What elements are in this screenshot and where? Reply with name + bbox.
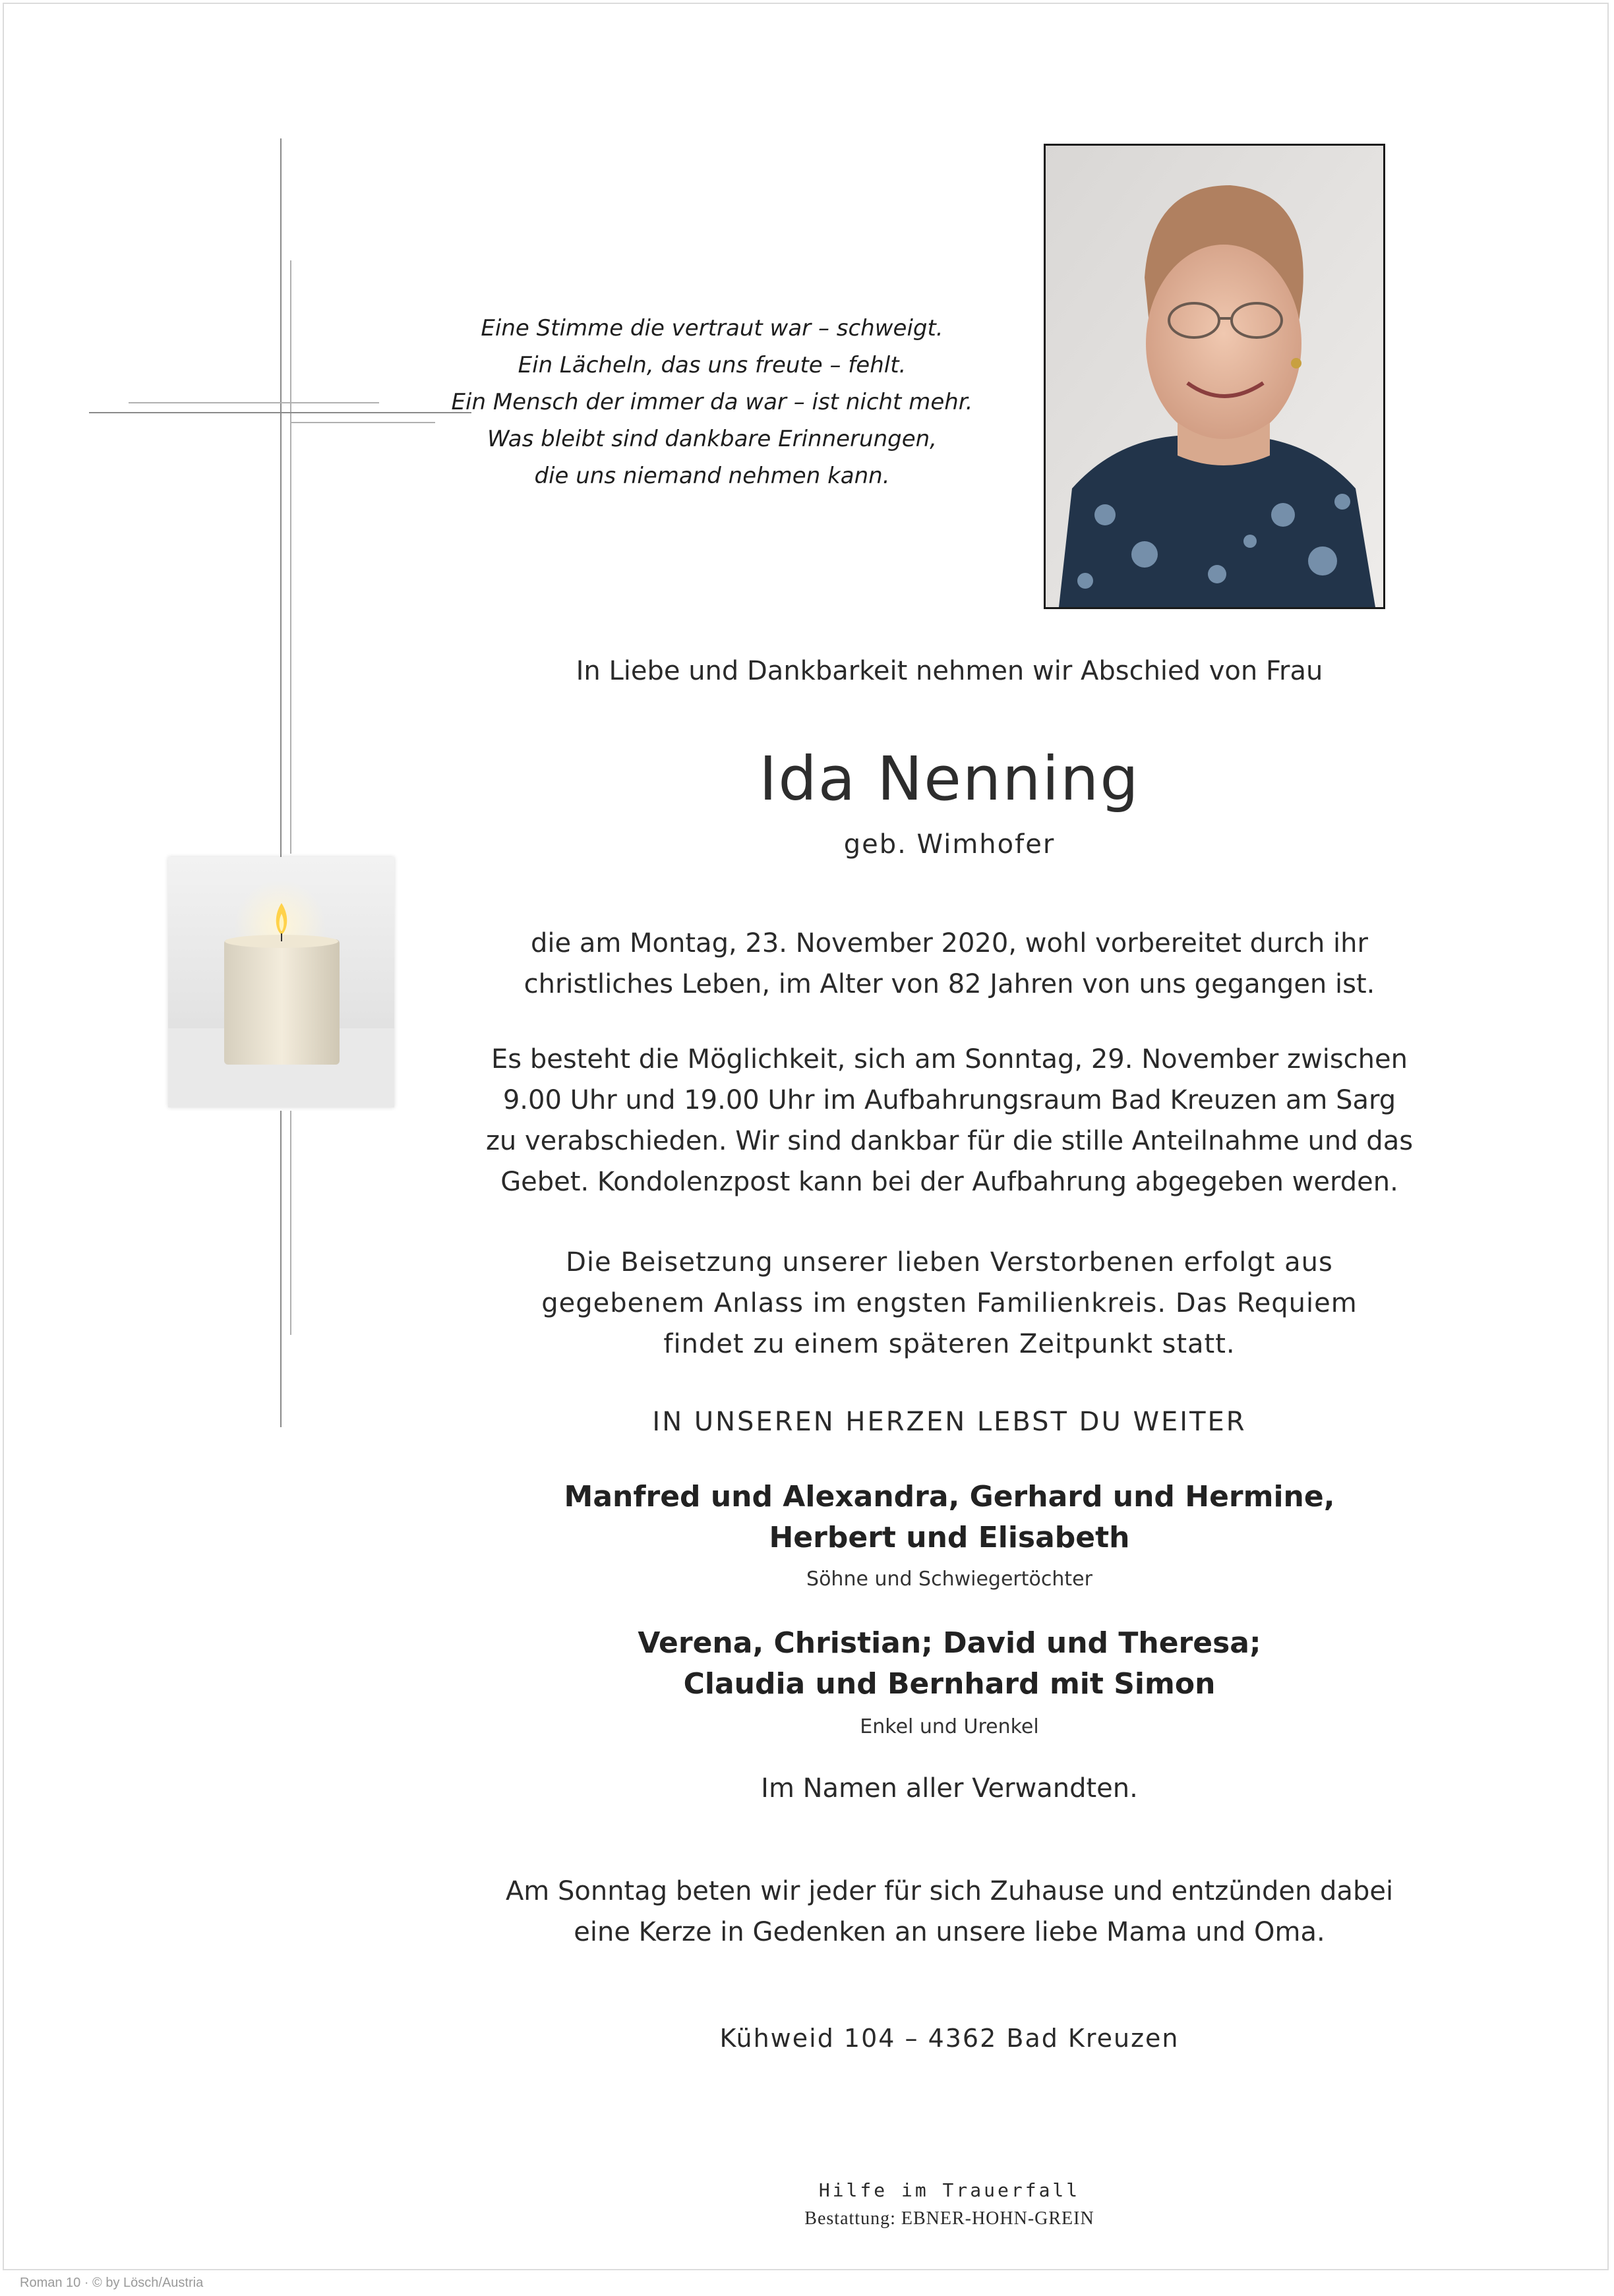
cross-vertical-line-lower	[280, 1111, 282, 1427]
intro-line: In Liebe und Dankbarkeit nehmen wir Abschied von Frau	[576, 656, 1323, 686]
viewing-paragraph	[422, 1039, 1477, 1202]
paragraph-line: Es besteht die Möglichkeit, sich am Sonntag, 29. November zwischen	[491, 1044, 1408, 1074]
motto: IN UNSEREN HERZEN LEBST DU WEITER	[652, 1407, 1247, 1437]
poem-line: Ein Mensch der immer da war – ist nicht mehr.	[451, 389, 973, 415]
relatives-line: Im Namen aller Verwandten.	[761, 1773, 1138, 1804]
candle-icon	[168, 857, 394, 1107]
copyright-note: Roman 10 · © by Lösch/Austria	[20, 2276, 204, 2290]
paragraph-line: eine Kerze in Gedenken an unsere liebe Mama und Oma.	[574, 1917, 1325, 1947]
paragraph-line: findet zu einem späteren Zeitpunkt statt.	[663, 1329, 1236, 1359]
paragraph-line: gegebenem Anlass im engsten Familienkreis. Das Requiem	[541, 1288, 1358, 1318]
portrait-photo	[1044, 144, 1385, 609]
poem-line: die uns niemand nehmen kann.	[534, 463, 890, 489]
paragraph-line: Die Beisetzung unserer lieben Verstorbenen erfolgt aus	[566, 1247, 1333, 1278]
family-relation-grandchildren: Enkel und Urenkel	[860, 1715, 1039, 1738]
paragraph-line: zu verabschieden. Wir sind dankbar für die stille Anteilnahme und das	[485, 1126, 1414, 1156]
cross-horizontal-line-lower	[290, 422, 435, 423]
cross-horizontal-line-upper	[129, 402, 379, 403]
family-line: Manfred und Alexandra, Gerhard und Hermine,	[564, 1480, 1335, 1514]
paragraph-line: Gebet. Kondolenzpost kann bei der Aufbahrung abgegeben werden.	[500, 1167, 1398, 1197]
candle-image	[168, 857, 394, 1107]
family-names-sons	[422, 1477, 1477, 1558]
portrait-image	[1046, 146, 1383, 607]
cross-vertical-line-inner	[290, 260, 291, 854]
poem	[422, 310, 1002, 494]
family-names-grandchildren	[422, 1623, 1477, 1705]
deceased-name: Ida Nenning	[759, 744, 1140, 814]
family-line: Herbert und Elisabeth	[769, 1521, 1130, 1554]
death-paragraph	[422, 923, 1477, 1005]
cross-horizontal-line	[89, 412, 471, 413]
paragraph-line: 9.00 Uhr und 19.00 Uhr im Aufbahrungsraum Bad Kreuzen am Sarg	[502, 1085, 1396, 1115]
poem-line: Ein Lächeln, das uns freute – fehlt.	[518, 352, 907, 378]
maiden-name: geb. Wimhofer	[843, 829, 1056, 860]
burial-paragraph	[422, 1242, 1477, 1365]
paragraph-line: christliches Leben, im Alter von 82 Jahren von uns gegangen ist.	[523, 969, 1375, 999]
poem-line: Was bleibt sind dankbare Erinnerungen,	[487, 426, 937, 452]
footer-help: Hilfe im Trauerfall	[818, 2179, 1081, 2201]
footer-undertaker: Bestattung: EBNER-HOHN-GREIN	[804, 2208, 1094, 2229]
poem-line: Eine Stimme die vertraut war – schweigt.	[481, 315, 943, 341]
family-relation-sons: Söhne und Schwiegertöchter	[806, 1568, 1092, 1591]
closing-paragraph	[422, 1871, 1477, 1953]
cross-vertical-line-lower-inner	[290, 1111, 291, 1335]
family-line: Verena, Christian; David und Theresa;	[638, 1626, 1261, 1660]
family-line: Claudia und Bernhard mit Simon	[683, 1667, 1216, 1701]
paragraph-line: die am Montag, 23. November 2020, wohl vorbereitet durch ihr	[531, 928, 1368, 958]
address: Kühweid 104 – 4362 Bad Kreuzen	[719, 2024, 1180, 2053]
paragraph-line: Am Sonntag beten wir jeder für sich Zuhause und entzünden dabei	[505, 1876, 1394, 1906]
